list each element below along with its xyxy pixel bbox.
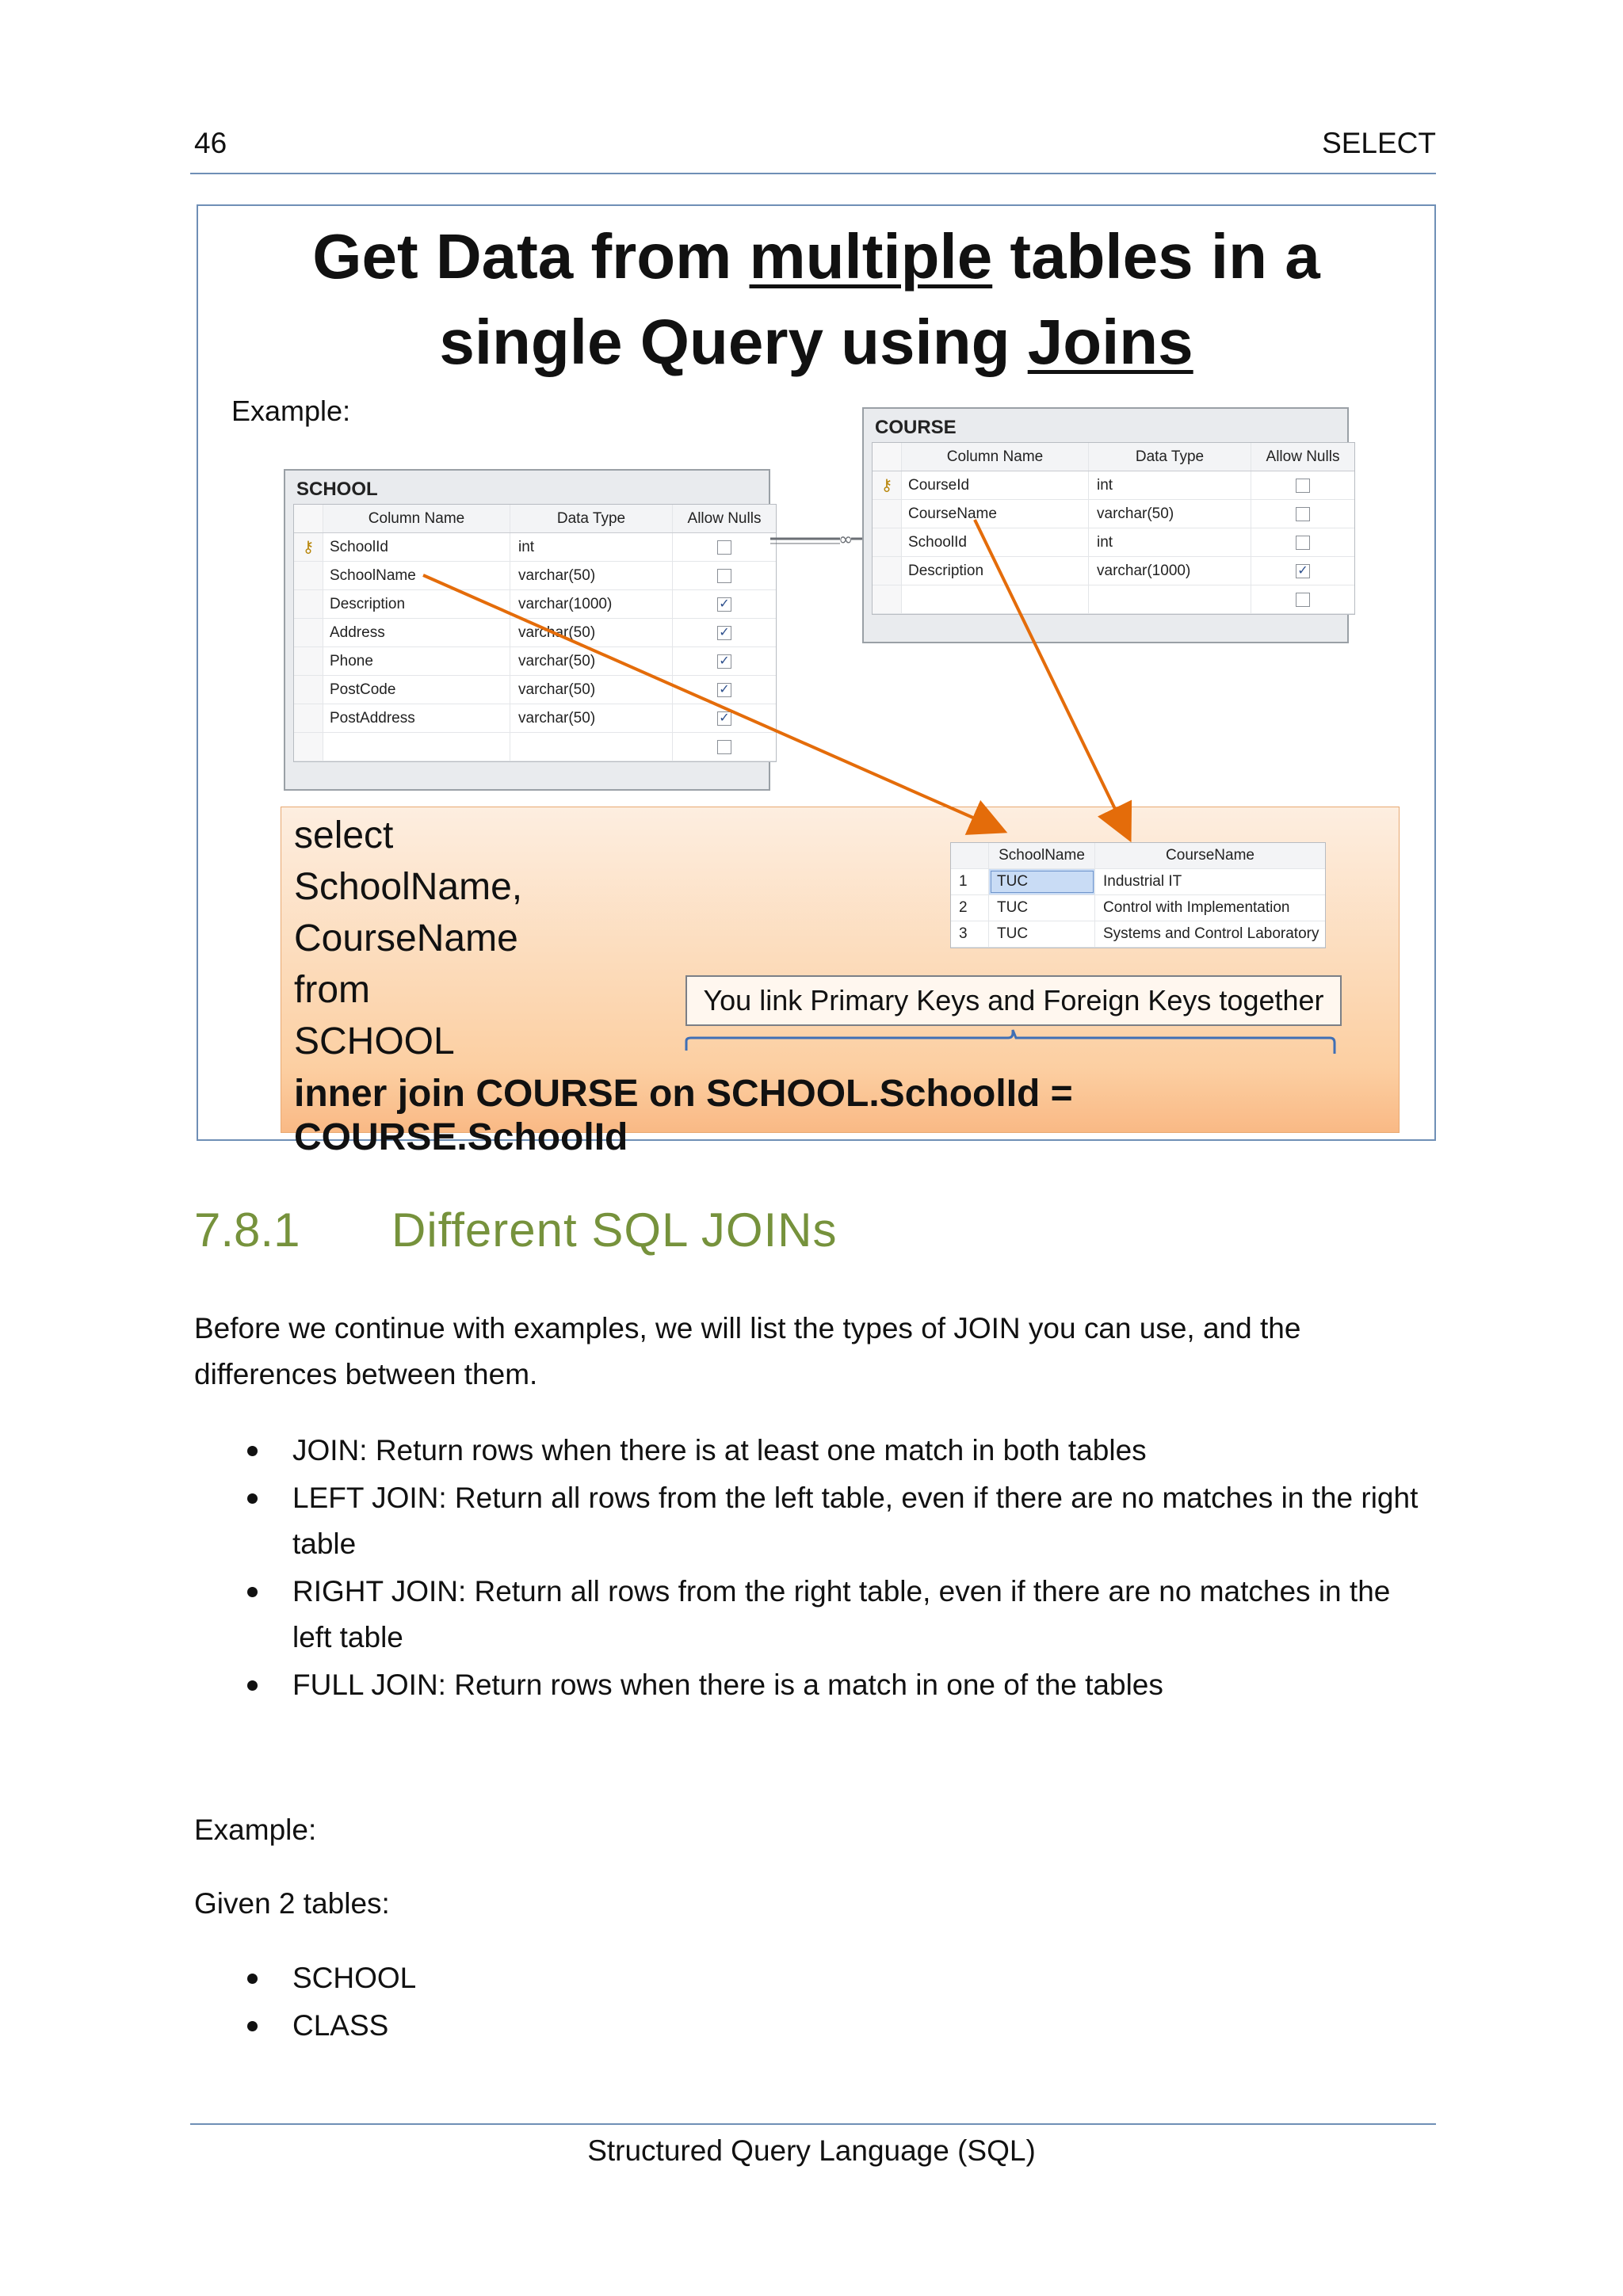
- column-name-cell: SchoolName: [323, 562, 510, 589]
- data-type-cell: varchar(1000): [1089, 557, 1251, 585]
- example-label: Example:: [194, 1814, 317, 1846]
- allow-nulls-checkbox: ✓: [717, 683, 731, 697]
- key-link-note: You link Primary Keys and Foreign Keys together: [685, 975, 1342, 1026]
- join-figure: [197, 204, 1436, 1158]
- header-rule: [190, 173, 1436, 174]
- data-type-cell: varchar(50): [510, 676, 673, 704]
- sql-line: CourseName: [294, 917, 518, 959]
- list-item: JOIN: Return rows when there is at least one match in both tables: [194, 1428, 1430, 1474]
- figure-annotations: [198, 206, 1434, 1139]
- running-header: SELECT: [1322, 127, 1436, 159]
- result-row: 3 TUC Systems and Control Laboratory: [951, 921, 1325, 948]
- column-name-cell: CourseId: [902, 471, 1089, 499]
- primary-key-icon: ⚷: [880, 477, 893, 494]
- column-name-cell: Phone: [323, 647, 510, 675]
- sql-line: from: [294, 969, 370, 1011]
- figure-title-line2: single Query using Joins: [439, 307, 1193, 377]
- data-type-cell: int: [510, 533, 673, 561]
- course-table-name: COURSE: [875, 417, 957, 438]
- allow-nulls-checkbox: ✓: [717, 626, 731, 640]
- list-item: RIGHT JOIN: Return all rows from the right table, even if there are no matches in the left table: [194, 1569, 1430, 1661]
- sql-line: select: [294, 814, 394, 856]
- infinity-icon: ∞: [838, 530, 854, 550]
- coursename-arrow: [975, 520, 1128, 837]
- column-name-cell: SchoolId: [323, 533, 510, 561]
- course-grid-header: Column Name Data Type Allow Nulls: [873, 443, 1354, 471]
- allow-nulls-checkbox: ✓: [717, 711, 731, 726]
- footer-rule: [190, 2123, 1436, 2125]
- figure-example-label: Example:: [231, 395, 351, 427]
- data-type-cell: varchar(50): [510, 562, 673, 589]
- sql-join-clause: inner join COURSE on SCHOOL.SchoolId = COURSE.SchoolId: [294, 1073, 1073, 1158]
- given-tables-label: Given 2 tables:: [194, 1887, 390, 1920]
- list-item: LEFT JOIN: Return all rows from the left table, even if there are no matches in the right table: [194, 1475, 1430, 1567]
- column-name-cell: Address: [323, 619, 510, 646]
- list-item: CLASS: [194, 2003, 1430, 2049]
- sql-line: SchoolName,: [294, 866, 523, 908]
- data-type-cell: varchar(50): [510, 704, 673, 732]
- column-name-cell: PostAddress: [323, 704, 510, 732]
- list-item: SCHOOL: [194, 1955, 1430, 2001]
- column-name-cell: CourseName: [902, 500, 1089, 528]
- data-type-cell: varchar(1000): [510, 590, 673, 618]
- join-types-list: [194, 1428, 1430, 1710]
- data-type-cell: varchar(50): [510, 647, 673, 675]
- page-number: 46: [194, 127, 227, 159]
- result-header: SchoolName CourseName: [951, 843, 1325, 869]
- result-row: 2 TUC Control with Implementation: [951, 895, 1325, 921]
- given-tables-list: [194, 1955, 1430, 2050]
- school-table-name: SCHOOL: [296, 479, 378, 500]
- column-name-cell: SchoolId: [902, 528, 1089, 556]
- primary-key-icon: ⚷: [302, 539, 315, 556]
- allow-nulls-checkbox: ✓: [717, 654, 731, 669]
- data-type-cell: int: [1089, 471, 1251, 499]
- data-type-cell: varchar(50): [510, 619, 673, 646]
- section-title: Different SQL JOINs: [391, 1203, 838, 1257]
- column-name-cell: Description: [323, 590, 510, 618]
- allow-nulls-checkbox: ✓: [1296, 564, 1310, 578]
- column-name-cell: PostCode: [323, 676, 510, 704]
- column-name-cell: Description: [902, 557, 1089, 585]
- data-type-cell: varchar(50): [1089, 500, 1251, 528]
- figure-title-line1: Get Data from multiple tables in a: [312, 221, 1320, 292]
- join-brace: [686, 1030, 1335, 1054]
- footer-title: Structured Query Language (SQL): [587, 2134, 1036, 2167]
- data-type-cell: int: [1089, 528, 1251, 556]
- result-row: 1 TUC Industrial IT: [951, 869, 1325, 895]
- section-number: 7.8.1: [194, 1203, 300, 1257]
- school-grid-header: Column Name Data Type Allow Nulls: [294, 505, 776, 533]
- sql-line: SCHOOL: [294, 1020, 455, 1062]
- list-item: FULL JOIN: Return rows when there is a match in one of the tables: [194, 1662, 1430, 1708]
- schoolname-arrow: [423, 575, 1002, 830]
- allow-nulls-checkbox: ✓: [717, 597, 731, 612]
- intro-paragraph: Before we continue with examples, we will list the types of JOIN you can use, and the differences between them.: [194, 1312, 1301, 1390]
